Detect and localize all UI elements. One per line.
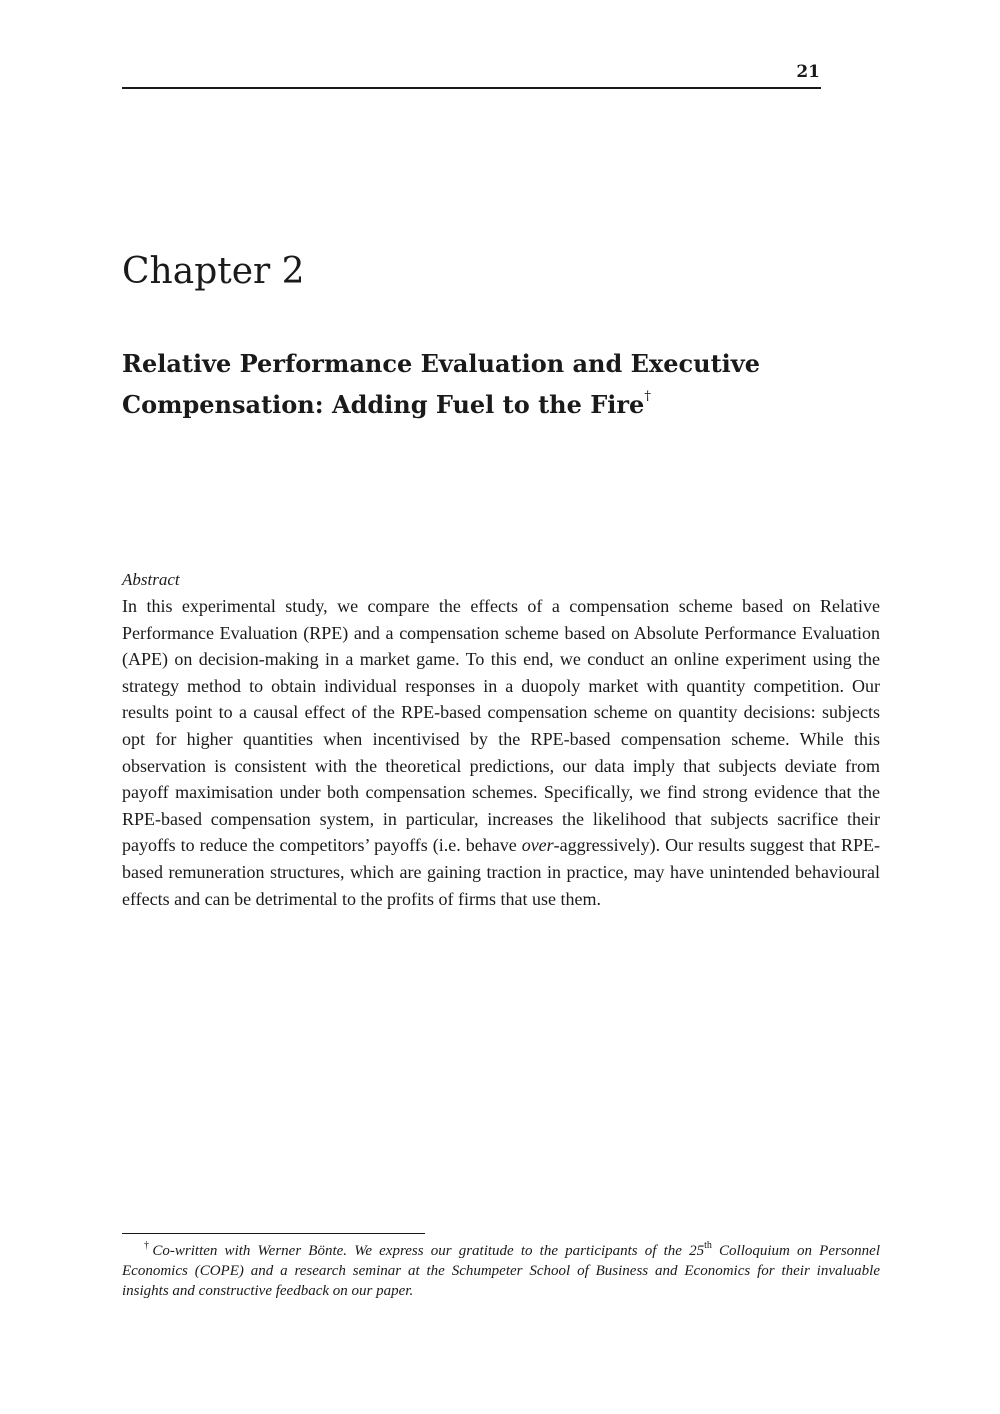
chapter-title-footnote-marker: † — [644, 389, 651, 404]
footnote — [122, 1237, 880, 1301]
footnote-superscript: th — [704, 1240, 712, 1251]
page-number: 21 — [796, 62, 820, 82]
chapter-heading: Chapter 2 — [122, 251, 305, 292]
abstract-body — [122, 593, 880, 912]
chapter-title-text: Relative Performance Evaluation and Executive Compensation: Adding Fuel to the Fire — [122, 349, 760, 419]
footnote-text-part-1: Co-written with Werner Bönte. We express our gratitude to the participants of the 25 — [152, 1243, 705, 1259]
abstract-text-part-2: -aggressively). Our results suggest that RPE-based remuneration structures, which are gaining traction in practice, may have unintended behavioural effects and can be detrimental to the profits of firms that use them. — [122, 835, 881, 909]
footnote-marker: † — [144, 1240, 153, 1251]
header-rule — [122, 87, 821, 89]
abstract-text-part-1: In this experimental study, we compare the effects of a compensation scheme based on Relative Performance Evaluation (RPE) and a compensation scheme based on Absolute Performance Evaluation (APE) on decision-making in a market game. To this end, we conduct an online experiment using the strategy method to obtain individual responses in a duopoly market with quantity competition. Our results point to a causal effect of the RPE-based compensation scheme on quantity decisions: subjects opt for higher quantities when incentivised by the RPE-based compensation scheme. While this observation is consistent with the theoretical predictions, our data imply that subjects deviate from payoff maximisation under both compensation schemes. Specifically, we find strong evidence that the RPE-based compensation system, in particular, increases the likelihood that subjects sacrifice their payoffs to reduce the competitors’ payoffs (i.e. behave — [122, 596, 880, 856]
abstract-emphasis: over — [521, 835, 554, 856]
chapter-title — [122, 345, 880, 423]
footnote-text-part-2: Colloquium on Personnel Economics (COPE) and a research seminar at the Schumpeter School of Business and Economics for their invaluable insights and constructive feedback on our paper. — [122, 1243, 880, 1299]
footnote-rule — [122, 1233, 425, 1234]
abstract-label: Abstract — [122, 570, 180, 589]
